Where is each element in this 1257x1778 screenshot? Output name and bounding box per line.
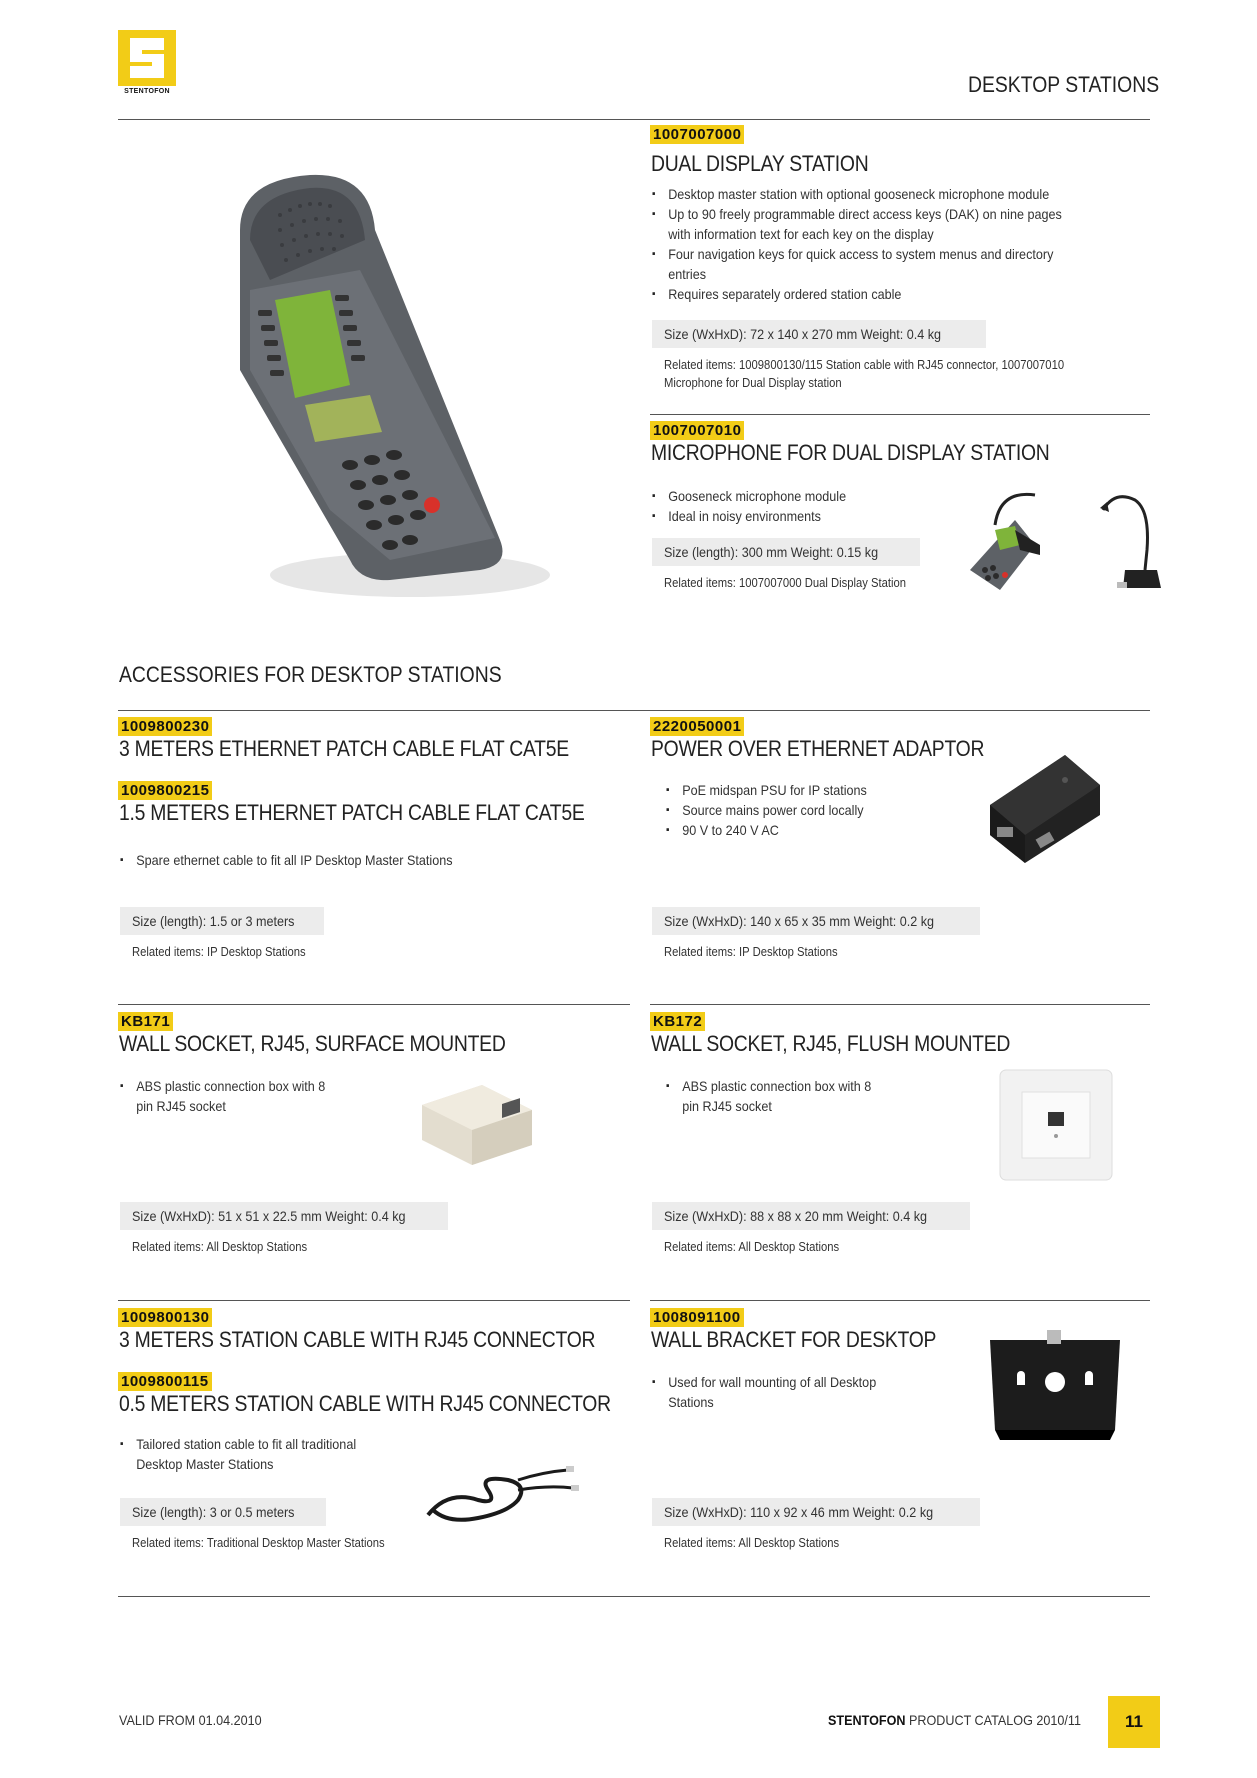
bullet-item: ▪ Requires separately ordered station cable — [652, 284, 1066, 304]
bullets-microphone — [652, 486, 912, 526]
product-code-kb171: KB171 — [118, 1012, 173, 1031]
row-rule — [118, 1004, 630, 1005]
product-code-microphone: 1007007010 — [650, 421, 744, 440]
header-rule — [118, 119, 1150, 120]
bullet-item: ▪ Gooseneck microphone module — [652, 486, 886, 506]
accessories-heading: ACCESSORIES FOR DESKTOP STATIONS — [119, 662, 502, 687]
product-title-station-cable-0-5m: 0.5 METERS STATION CABLE WITH RJ45 CONNECTOR — [119, 1391, 611, 1416]
bullet-item: ▪ Spare ethernet cable to fit all IP Desktop Master Stations — [120, 850, 498, 870]
spec-text: Size (WxHxD): 72 x 140 x 270 mm Weight: 0.4 kg — [664, 326, 942, 342]
related-items-kb172: Related items: All Desktop Stations — [664, 1240, 840, 1254]
product-title-station-cable-3m: 3 METERS STATION CABLE WITH RJ45 CONNECTOR — [119, 1327, 596, 1352]
logo-s-icon — [118, 30, 176, 86]
bullet-item: ▪ ABS plastic connection box with 8 pin RJ45 socket — [666, 1076, 873, 1116]
row-rule — [650, 1004, 1150, 1005]
related-items-microphone: Related items: 1007007000 Dual Display Station — [664, 576, 907, 590]
product-title-microphone: MICROPHONE FOR DUAL DISPLAY STATION — [651, 440, 1050, 465]
station-cable-image — [418, 1450, 578, 1530]
spec-text: Size (WxHxD): 110 x 92 x 46 mm Weight: 0.2 kg — [664, 1504, 934, 1520]
spec-box-kb172 — [652, 1202, 970, 1230]
spec-text: Size (WxHxD): 88 x 88 x 20 mm Weight: 0.4 kg — [664, 1208, 928, 1224]
spec-box-poe — [652, 907, 980, 935]
spec-text: Size (WxHxD): 51 x 51 x 22.5 mm Weight: 0.4 kg — [132, 1208, 406, 1224]
page-number: 11 — [1108, 1696, 1160, 1748]
valid-from: VALID FROM 01.04.2010 — [119, 1712, 262, 1728]
product-code-poe: 2220050001 — [650, 717, 744, 736]
product-title-eth-3m: 3 METERS ETHERNET PATCH CABLE FLAT CAT5E — [119, 736, 569, 761]
spec-text: Size (length): 1.5 or 3 meters — [132, 913, 295, 929]
section-rule — [650, 414, 1150, 415]
microphone-station-image — [960, 490, 1070, 600]
surface-socket-image — [422, 1085, 532, 1165]
spec-text: Size (length): 300 mm Weight: 0.15 kg — [664, 544, 879, 560]
bullet-item: ▪ Ideal in noisy environments — [652, 506, 886, 526]
row-rule — [650, 1300, 1150, 1301]
product-code-eth-3m: 1009800230 — [118, 717, 212, 736]
bullet-item: ▪ Tailored station cable to fit all traditional Desktop Master Stations — [120, 1434, 372, 1474]
product-code-station-cable-0-5m: 1009800115 — [118, 1372, 212, 1391]
poe-adaptor-image — [985, 745, 1105, 865]
bullet-item: ▪ Desktop master station with optional gooseneck microphone module — [652, 184, 1066, 204]
product-code-station-cable-3m: 1009800130 — [118, 1308, 212, 1327]
product-code-bracket: 1008091100 — [650, 1308, 744, 1327]
product-title-eth-1-5m: 1.5 METERS ETHERNET PATCH CABLE FLAT CAT5E — [119, 800, 585, 825]
product-code-eth-1-5m: 1009800215 — [118, 781, 212, 800]
wall-bracket-image — [985, 1330, 1125, 1450]
related-items-bracket: Related items: All Desktop Stations — [664, 1536, 840, 1550]
product-title-kb172: WALL SOCKET, RJ45, FLUSH MOUNTED — [651, 1031, 1011, 1056]
spec-box-bracket — [652, 1498, 980, 1526]
related-items-kb171: Related items: All Desktop Stations — [132, 1240, 308, 1254]
spec-box-kb171 — [120, 1202, 448, 1230]
spec-text: Size (length): 3 or 0.5 meters — [132, 1504, 295, 1520]
logo-text: STENTOFON — [124, 88, 170, 95]
related-items-eth-cable: Related items: IP Desktop Stations — [132, 945, 306, 959]
stentofon-logo — [118, 30, 176, 98]
bullets-dual-display — [652, 184, 1112, 304]
bullet-item: ▪ Four navigation keys for quick access to system menus and directory entries — [652, 244, 1066, 284]
related-items-station-cable: Related items: Traditional Desktop Master Stations — [132, 1536, 385, 1550]
bullets-kb171 — [120, 1076, 350, 1116]
section-title: DESKTOP STATIONS — [968, 72, 1160, 97]
accessories-rule — [118, 710, 1150, 711]
bullet-item: ▪ Up to 90 freely programmable direct access keys (DAK) on nine pages with information text for each key on the display — [652, 204, 1066, 244]
gooseneck-microphone-image — [1095, 490, 1165, 600]
product-title-poe: POWER OVER ETHERNET ADAPTOR — [651, 736, 985, 761]
spec-text: Size (WxHxD): 140 x 65 x 35 mm Weight: 0.2 kg — [664, 913, 935, 929]
row-rule — [118, 1300, 630, 1301]
product-code-kb172: KB172 — [650, 1012, 705, 1031]
product-code-dual-display: 1007007000 — [650, 125, 744, 144]
related-items-dual-display-2: Microphone for Dual Display station — [664, 376, 842, 390]
bullet-item: ▪ 90 V to 240 V AC — [666, 820, 918, 840]
footer-brand: STENTOFON — [828, 1712, 906, 1728]
bottom-rule — [118, 1596, 1150, 1597]
catalog-footer — [828, 1712, 1081, 1728]
bullets-eth-cable — [120, 850, 540, 870]
spec-box-dual-display — [652, 320, 986, 348]
product-title-bracket: WALL BRACKET FOR DESKTOP — [651, 1327, 937, 1352]
dual-display-station-image — [210, 170, 530, 610]
footer-catalog: PRODUCT CATALOG 2010/11 — [908, 1712, 1081, 1728]
bullets-station-cable — [120, 1434, 400, 1474]
flush-socket-image — [1000, 1070, 1112, 1180]
bullets-bracket — [652, 1372, 912, 1412]
bullet-item: ▪ PoE midspan PSU for IP stations — [666, 780, 918, 800]
bullet-item: ▪ Used for wall mounting of all Desktop Stations — [652, 1372, 886, 1412]
spec-box-station-cable — [120, 1498, 326, 1526]
bullets-poe — [666, 780, 946, 840]
related-items-dual-display-1: Related items: 1009800130/115 Station cable with RJ45 connector, 1007007010 — [664, 358, 1065, 372]
bullets-kb172 — [666, 1076, 896, 1116]
bullet-item: ▪ Source mains power cord locally — [666, 800, 918, 820]
related-items-poe: Related items: IP Desktop Stations — [664, 945, 838, 959]
bullet-item: ▪ ABS plastic connection box with 8 pin RJ45 socket — [120, 1076, 327, 1116]
product-title-dual-display: DUAL DISPLAY STATION — [651, 151, 869, 176]
spec-box-eth-cable — [120, 907, 324, 935]
spec-box-microphone — [652, 538, 920, 566]
product-title-kb171: WALL SOCKET, RJ45, SURFACE MOUNTED — [119, 1031, 506, 1056]
